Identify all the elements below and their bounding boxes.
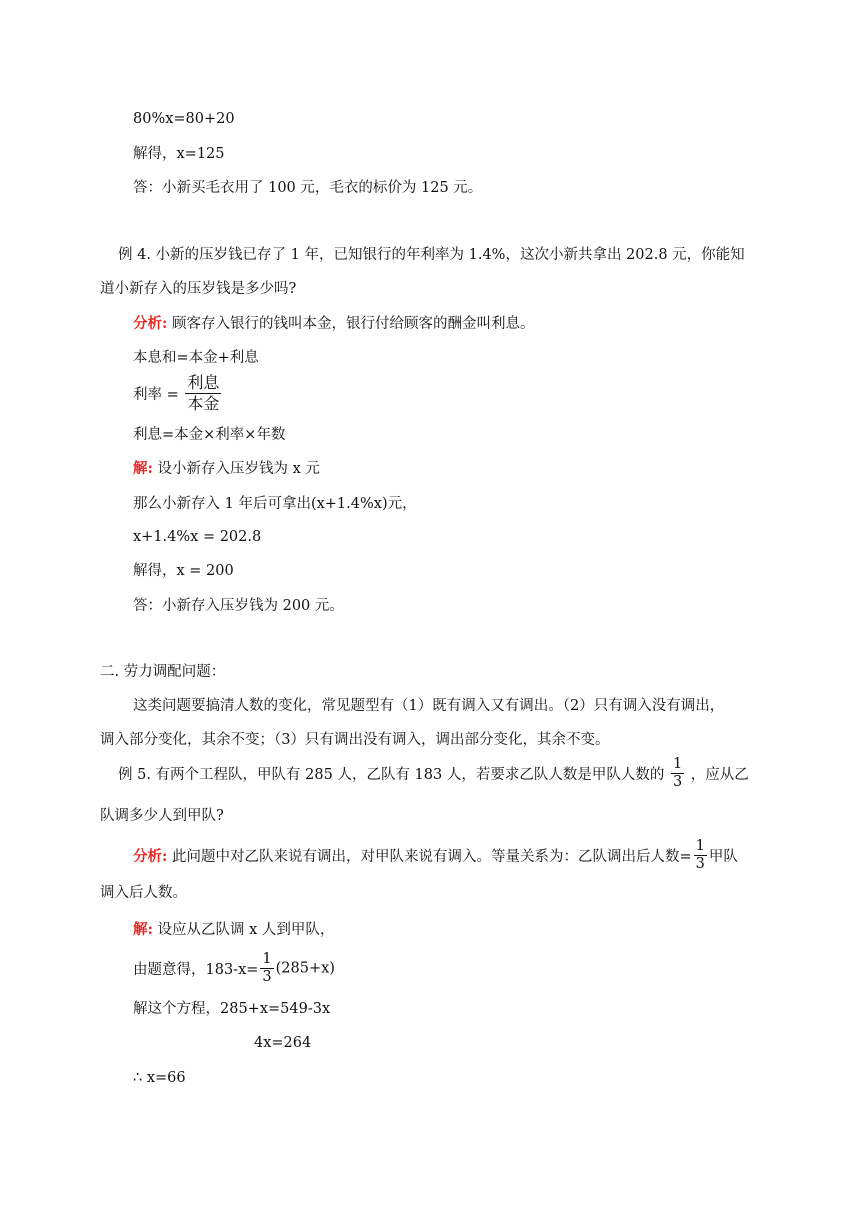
formula-principal-interest: 本息和=本金+利息 [133, 350, 259, 366]
example5-analysis-line2: 调入后人数。 [100, 885, 187, 901]
formula-interest: 利息=本金×利率×年数 [133, 427, 286, 443]
example4-solution [133, 459, 320, 479]
example5-step1 [133, 951, 335, 986]
solution-label: 解: [133, 921, 153, 938]
example4-analysis [133, 314, 534, 334]
example4-answer: 答：小新存入压岁钱为 200 元。 [133, 598, 344, 614]
formula-rate [133, 373, 223, 414]
fraction-numerator: 1 [262, 951, 272, 967]
example5-step2: 解这个方程，285+x=549-3x [133, 1001, 331, 1017]
analysis-label: 分析: [133, 848, 168, 865]
fraction-denominator: 本金 [187, 394, 220, 413]
example4-step2: x+1.4%x = 202.8 [133, 529, 262, 545]
solution-text: 设应从乙队调 x 人到甲队， [157, 922, 335, 938]
example5-question-line1 [118, 756, 749, 791]
example5-question-part2: ，应从乙 [690, 767, 749, 783]
fraction-denominator: 3 [695, 856, 705, 872]
solve-line: 解得，x=125 [133, 146, 225, 162]
fraction-numerator: 1 [672, 756, 683, 772]
step1-part1: 由题意得，183-x= [133, 962, 259, 978]
section2-intro-line1: 这类问题要搞清人数的变化，常见题型有（1）既有调入又有调出。（2）只有调入没有调出， [133, 698, 725, 714]
section2-intro-line2: 调入部分变化，其余不变；（3）只有调出没有调入，调出部分变化，其余不变。 [100, 732, 610, 748]
step1-part2: (285+x) [275, 960, 335, 977]
one-third-fraction [694, 838, 707, 873]
fraction-denominator: 3 [672, 774, 683, 790]
solution-label: 解: [133, 460, 153, 477]
analysis-text-part1: 此问题中对乙队来说有调出，对甲队来说有调入。等量关系为：乙队调出后人数= [171, 849, 692, 865]
section2-heading: 二. 劳力调配问题： [100, 664, 226, 680]
analysis-text: 顾客存入银行的钱叫本金，银行付给顾客的酬金叫利息。 [171, 316, 535, 332]
answer-line: 答：小新买毛衣用了 100 元，毛衣的标价为 125 元。 [133, 180, 483, 196]
analysis-text-part2: 甲队 [708, 849, 738, 865]
example4-step3: 解得，x = 200 [133, 563, 234, 579]
fraction-denominator: 3 [262, 969, 272, 985]
example5-question-line2: 队调多少人到甲队? [100, 808, 224, 824]
rate-fraction [185, 373, 221, 414]
example4-question-line1: 例 4. 小新的压岁钱已存了 1 年，已知银行的年利率为 1.4%，这次小新共拿出 202.8 元，你能知 [118, 247, 745, 263]
one-third-fraction [260, 951, 273, 986]
example5-step3: 4x=264 [254, 1035, 312, 1051]
one-third-fraction [671, 756, 684, 791]
example4-step1: 那么小新存入 1 年后可拿出(x+1.4%x)元， [133, 496, 417, 512]
fraction-numerator: 利息 [187, 373, 220, 392]
analysis-label: 分析: [133, 315, 168, 332]
fraction-numerator: 1 [695, 838, 705, 854]
example5-solution [133, 920, 334, 940]
example4-question-line2: 道小新存入的压岁钱是多少吗? [100, 281, 297, 297]
solution-text: 设小新存入压岁钱为 x 元 [157, 461, 320, 477]
formula-rate-lhs: 利率 = [133, 387, 179, 403]
example5-question-part1: 例 5. 有两个工程队，甲队有 285 人，乙队有 183 人，若要求乙队人数是甲队人数的 [118, 767, 665, 783]
equation-line: 80%x=80+20 [133, 111, 235, 127]
example5-step4: ∴ x=66 [133, 1070, 186, 1086]
example5-analysis [133, 838, 738, 873]
